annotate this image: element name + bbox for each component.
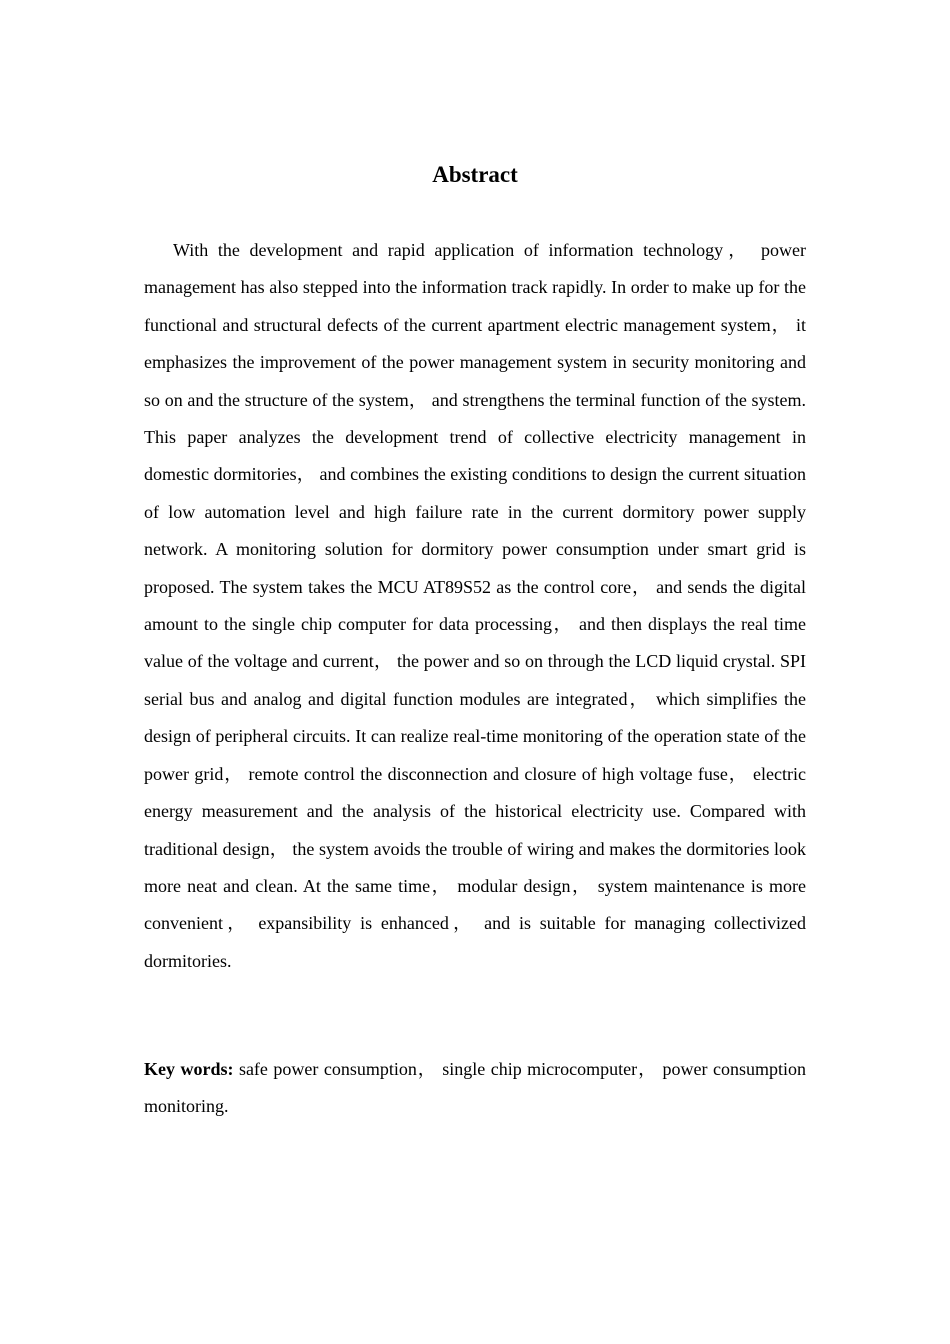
keywords-text: safe power consumption， single chip microcomputer， power consumption monitoring.	[144, 1059, 806, 1117]
page-title: Abstract	[432, 162, 518, 187]
keywords-label: Key words:	[144, 1059, 234, 1079]
abstract-paragraph: With the development and rapid application of information technology， power management has also stepped into the information track rapidly. In order to make up for the functional and structural defects of the current apartment electric management system， it emphasizes the improvement of the power management system in security monitoring and so on and the structure of the system， and strengthens the terminal function of the system. This paper analyzes the development trend of collective electricity management in domestic dormitories， and combines the existing conditions to design the current situation of low automation level and high failure rate in the current dormitory power supply network. A monitoring solution for dormitory power consumption under smart grid is proposed. The system takes the MCU AT89S52 as the control core， and sends the digital amount to the single chip computer for data processing， and then displays the real time value of the voltage and current， the power and so on through the LCD liquid crystal. SPI serial bus and analog and digital function modules are integrated， which simplifies the design of peripheral circuits. It can realize real-time monitoring of the operation state of the power grid， remote control the disconnection and closure of high voltage fuse， electric energy measurement and the analysis of the historical electricity use. Compared with traditional design， the system avoids the trouble of wiring and makes the dormitories look more neat and clean. At the same time， modular design， system maintenance is more convenient， expansibility is enhanced， and is suitable for managing collectivized dormitories.	[144, 240, 806, 971]
keywords-paragraph	[144, 1051, 806, 1126]
